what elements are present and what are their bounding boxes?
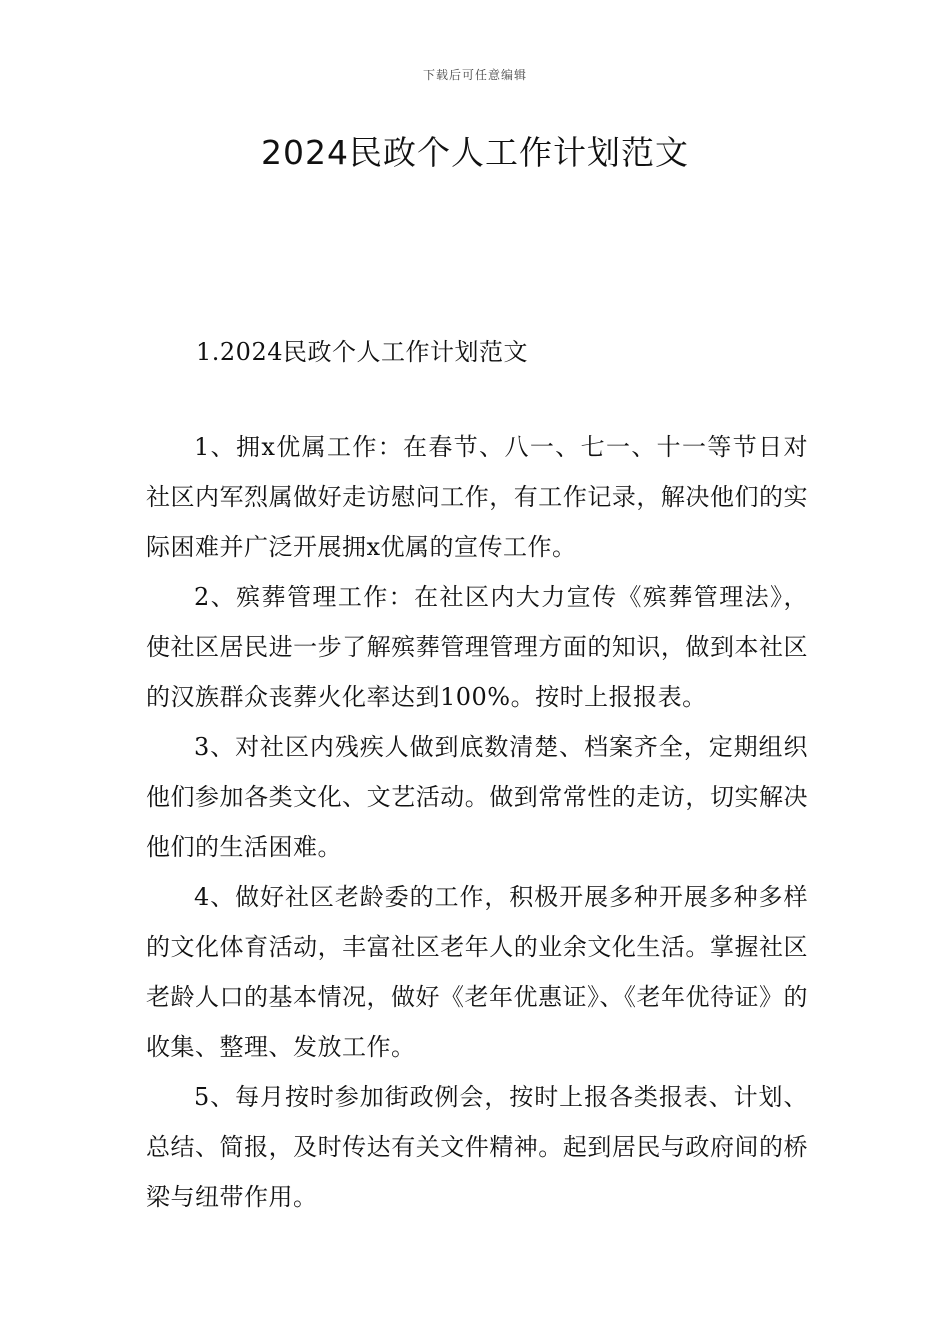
paragraph-2: 2、殡葬管理工作：在社区内大力宣传《殡葬管理法》，使社区居民进一步了解殡葬管理管理方面的知识，做到本社区的汉族群众丧葬火化率达到100%。按时上报报表。: [146, 583, 808, 711]
paragraph-3: 3、对社区内残疾人做到底数清楚、档案齐全，定期组织他们参加各类文化、文艺活动。做到常常性的走访，切实解决他们的生活困难。: [146, 733, 808, 861]
paragraph-5: 5、每月按时参加街政例会，按时上报各类报表、计划、总结、简报，及时传达有关文件精神。起到居民与政府间的桥梁与纽带作用。: [146, 1083, 808, 1211]
paragraph-1: 1、拥x优属工作：在春节、八一、七一、十一等节日对社区内军烈属做好走访慰问工作，有工作记录，解决他们的实际困难并广泛开展拥x优属的宣传工作。: [146, 433, 808, 561]
document-title: 2024民政个人工作计划范文: [261, 133, 689, 172]
paragraph-4: 4、做好社区老龄委的工作，积极开展多种开展多种多样的文化体育活动，丰富社区老年人的业余文化生活。掌握社区老龄人口的基本情况，做好《老年优惠证》、《老年优待证》的收集、整理、发放工作。: [146, 883, 808, 1061]
section-heading: 1.2024民政个人工作计划范文: [196, 338, 528, 366]
header-note: 下载后可任意编辑: [422, 68, 527, 82]
